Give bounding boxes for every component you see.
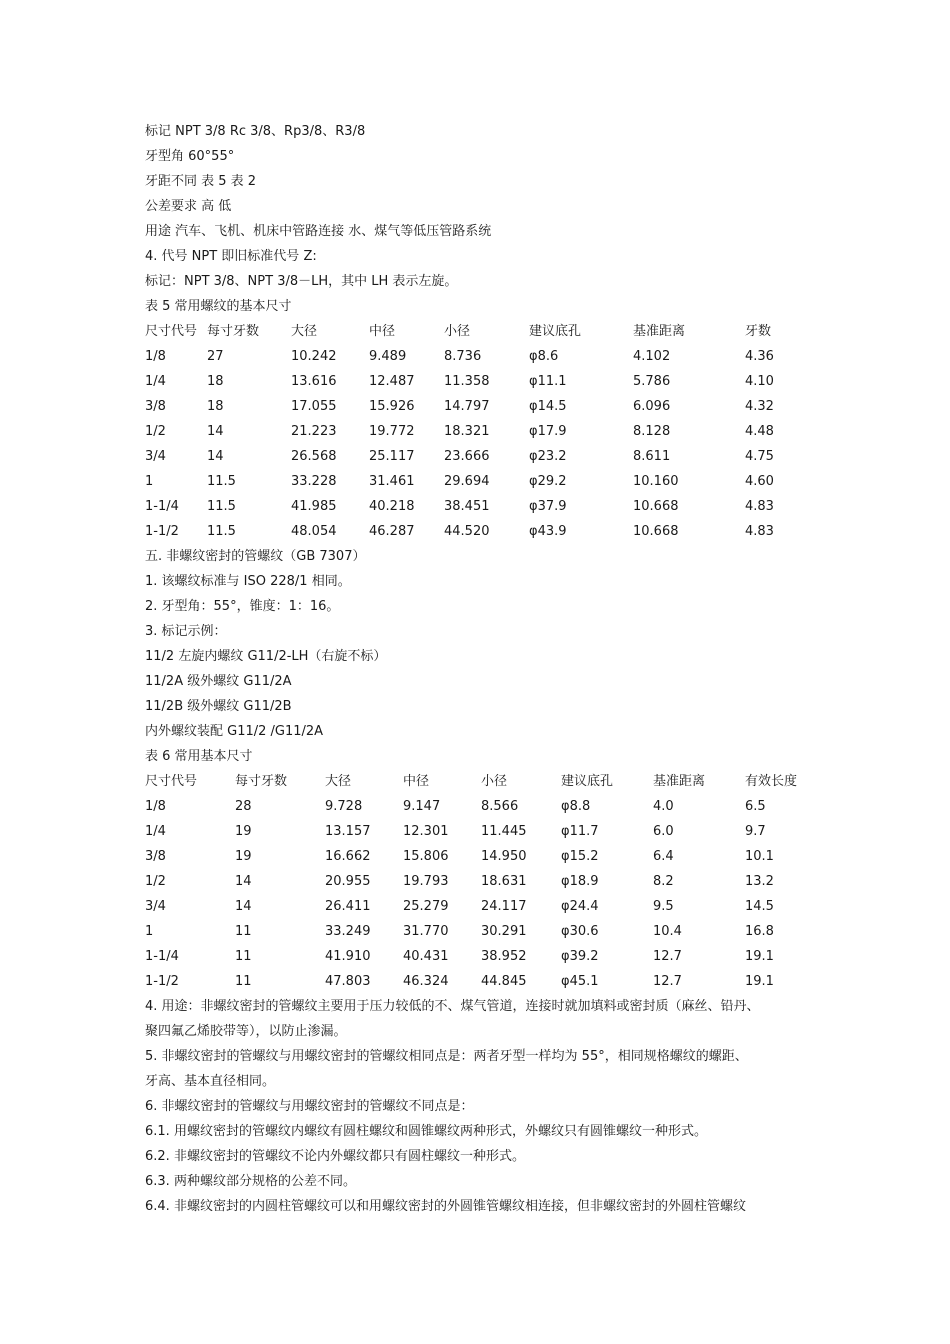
table-cell: φ39.2 xyxy=(561,949,599,964)
table-cell: 16.8 xyxy=(745,924,774,939)
table-cell: 29.694 xyxy=(444,474,490,489)
table-cell: 5.786 xyxy=(633,374,671,389)
text-line: 3. 标记示例： xyxy=(145,624,227,639)
table-row xyxy=(145,394,825,419)
text-line: 11/2B 级外螺纹 G11/2B xyxy=(145,699,292,714)
text-line: 内外螺纹装配 G11/2 /G11/2A xyxy=(145,724,324,739)
table-cell: 10.1 xyxy=(745,849,774,864)
table-cell: 33.249 xyxy=(325,924,371,939)
table-cell: 4.0 xyxy=(653,799,674,814)
table-cell: 25.279 xyxy=(403,899,449,914)
table-cell: φ29.2 xyxy=(529,474,567,489)
table-cell: φ8.6 xyxy=(529,349,559,364)
table-header-cell: 尺寸代号 xyxy=(145,774,198,789)
table-header-cell: 小径 xyxy=(481,774,508,789)
text-line: 6.2. 非螺纹密封的管螺纹不论内外螺纹都只有圆柱螺纹一种形式。 xyxy=(145,1149,525,1164)
table-cell: 40.431 xyxy=(403,949,449,964)
table-cell: 23.666 xyxy=(444,449,490,464)
table-cell: 6.096 xyxy=(633,399,671,414)
closing-section xyxy=(145,994,825,1219)
text-line: 1. 该螺纹标准与 ISO 228/1 相同。 xyxy=(145,574,351,589)
table-cell: 46.287 xyxy=(369,524,415,539)
table-cell: 28 xyxy=(235,799,252,814)
table-cell: 1/8 xyxy=(145,349,166,364)
table-cell: φ11.1 xyxy=(529,374,567,389)
table-cell: 15.806 xyxy=(403,849,449,864)
table-cell: 4.32 xyxy=(745,399,774,414)
table-cell: 11 xyxy=(235,974,252,989)
table-header-row xyxy=(145,319,825,344)
table-cell: 12.7 xyxy=(653,949,682,964)
text-line: 6.4. 非螺纹密封的内圆柱管螺纹可以和用螺纹密封的外圆锥管螺纹相连接，但非螺纹密封的外圆柱管螺纹 xyxy=(145,1199,746,1214)
table-cell: φ30.6 xyxy=(561,924,599,939)
table-row xyxy=(145,869,825,894)
table-cell: 30.291 xyxy=(481,924,527,939)
table-cell: 24.117 xyxy=(481,899,527,914)
table-cell: φ14.5 xyxy=(529,399,567,414)
table-row xyxy=(145,969,825,994)
text-line: 标记 NPT 3/8 Rc 3/8、Rp3/8、R3/8 xyxy=(145,124,366,139)
table-cell: 9.7 xyxy=(745,824,766,839)
table-cell: 19 xyxy=(235,824,252,839)
table-header-cell: 有效长度 xyxy=(745,774,798,789)
table-cell: 33.228 xyxy=(291,474,337,489)
table-cell: 8.128 xyxy=(633,424,671,439)
table-cell: 1/8 xyxy=(145,799,166,814)
table-row xyxy=(145,419,825,444)
table-cell: 4.10 xyxy=(745,374,774,389)
table-header-cell: 大径 xyxy=(291,324,318,339)
table-cell: 41.985 xyxy=(291,499,337,514)
text-line: 11/2 左旋内螺纹 G11/2-LH（右旋不标） xyxy=(145,649,387,664)
table-cell: φ8.8 xyxy=(561,799,591,814)
table-cell: 26.568 xyxy=(291,449,337,464)
text-line: 6. 非螺纹密封的管螺纹与用螺纹密封的管螺纹不同点是： xyxy=(145,1099,474,1114)
table-row xyxy=(145,844,825,869)
table-cell: 18 xyxy=(207,399,224,414)
table-cell: 19.793 xyxy=(403,874,449,889)
table-cell: 44.520 xyxy=(444,524,490,539)
table-cell: 47.803 xyxy=(325,974,371,989)
text-line: 聚四氟乙烯胶带等），以防止渗漏。 xyxy=(145,1024,347,1039)
table-cell: 14 xyxy=(235,899,252,914)
table-cell: 11 xyxy=(235,924,252,939)
table-cell: 10.242 xyxy=(291,349,337,364)
section-5 xyxy=(145,544,825,769)
table-cell: 19.1 xyxy=(745,949,774,964)
table-cell: 40.218 xyxy=(369,499,415,514)
table-cell: 25.117 xyxy=(369,449,415,464)
table-6 xyxy=(145,769,825,994)
table-cell: 1/4 xyxy=(145,374,166,389)
table-cell: 11.358 xyxy=(444,374,490,389)
text-line: 公差要求 高 低 xyxy=(145,199,232,214)
table-header-cell: 小径 xyxy=(444,324,471,339)
table-cell: 14.950 xyxy=(481,849,527,864)
table-cell: 44.845 xyxy=(481,974,527,989)
table-cell: 13.616 xyxy=(291,374,337,389)
text-line: 2. 牙型角：55°，锥度：1：16。 xyxy=(145,599,340,614)
table-cell: φ45.1 xyxy=(561,974,599,989)
table-cell: φ17.9 xyxy=(529,424,567,439)
table-row xyxy=(145,894,825,919)
table-cell: 4.83 xyxy=(745,524,774,539)
text-line: 用途 汽车、飞机、机床中管路连接 水、煤气等低压管路系统 xyxy=(145,224,492,239)
table-row xyxy=(145,819,825,844)
table-caption: 表 5 常用螺纹的基本尺寸 xyxy=(145,299,292,314)
table-row xyxy=(145,519,825,544)
table-cell: φ24.4 xyxy=(561,899,599,914)
table-cell: 27 xyxy=(207,349,224,364)
table-row xyxy=(145,344,825,369)
table-cell: 8.2 xyxy=(653,874,674,889)
table-row xyxy=(145,444,825,469)
table-cell: 10.4 xyxy=(653,924,682,939)
table-cell: 4.83 xyxy=(745,499,774,514)
table-header-cell: 每寸牙数 xyxy=(235,774,288,789)
table-cell: 9.147 xyxy=(403,799,441,814)
table-header-cell: 每寸牙数 xyxy=(207,324,260,339)
text-line: 标记：NPT 3/8、NPT 3/8－LH，其中 LH 表示左旋。 xyxy=(145,274,458,289)
table-cell: 20.955 xyxy=(325,874,371,889)
table-cell: 10.668 xyxy=(633,499,679,514)
table-cell: 1-1/2 xyxy=(145,524,179,539)
table-cell: 18.631 xyxy=(481,874,527,889)
table-cell: 1-1/4 xyxy=(145,949,179,964)
table-cell: 31.770 xyxy=(403,924,449,939)
table-cell: 12.487 xyxy=(369,374,415,389)
document-content xyxy=(145,119,825,1219)
table-cell: 11 xyxy=(235,949,252,964)
table-cell: 1-1/2 xyxy=(145,974,179,989)
table-cell: 1-1/4 xyxy=(145,499,179,514)
table-cell: 38.952 xyxy=(481,949,527,964)
table-cell: 6.5 xyxy=(745,799,766,814)
table-cell: 16.662 xyxy=(325,849,371,864)
table-cell: 1 xyxy=(145,924,154,939)
table-cell: 13.2 xyxy=(745,874,774,889)
text-line: 牙型角 60°55° xyxy=(145,149,235,164)
table-cell: φ23.2 xyxy=(529,449,567,464)
table-cell: 26.411 xyxy=(325,899,371,914)
table-cell: 1/4 xyxy=(145,824,166,839)
text-line: 4. 代号 NPT 即旧标准代号 Z: xyxy=(145,249,317,264)
table-cell: 8.566 xyxy=(481,799,519,814)
table-cell: 9.489 xyxy=(369,349,407,364)
table-cell: 4.48 xyxy=(745,424,774,439)
table-cell: 4.60 xyxy=(745,474,774,489)
table-cell: 9.5 xyxy=(653,899,674,914)
table-cell: 14 xyxy=(235,874,252,889)
table-cell: 10.160 xyxy=(633,474,679,489)
table-header-cell: 牙数 xyxy=(745,324,772,339)
table-cell: 8.611 xyxy=(633,449,671,464)
table-row xyxy=(145,369,825,394)
text-line: 牙距不同 表 5 表 2 xyxy=(145,174,257,189)
table-header-cell: 大径 xyxy=(325,774,352,789)
table-row xyxy=(145,469,825,494)
table-cell: 6.0 xyxy=(653,824,674,839)
table-cell: 8.736 xyxy=(444,349,482,364)
table-header-row xyxy=(145,769,825,794)
table-row xyxy=(145,944,825,969)
table-cell: 14 xyxy=(207,449,224,464)
table-cell: 14.797 xyxy=(444,399,490,414)
table-cell: 48.054 xyxy=(291,524,337,539)
table-header-cell: 中径 xyxy=(403,774,430,789)
table-cell: 11.5 xyxy=(207,499,236,514)
table-header-cell: 建议底孔 xyxy=(529,324,582,339)
table-cell: 21.223 xyxy=(291,424,337,439)
table-cell: φ43.9 xyxy=(529,524,567,539)
table-cell: 14.5 xyxy=(745,899,774,914)
table-cell: 38.451 xyxy=(444,499,490,514)
table-cell: 10.668 xyxy=(633,524,679,539)
table-cell: 19.1 xyxy=(745,974,774,989)
table-cell: 46.324 xyxy=(403,974,449,989)
section-heading: 五. 非螺纹密封的管螺纹（GB 7307） xyxy=(145,549,366,564)
table-5 xyxy=(145,319,825,544)
table-row xyxy=(145,794,825,819)
table-cell: 18 xyxy=(207,374,224,389)
table-cell: 3/8 xyxy=(145,849,166,864)
table-cell: φ11.7 xyxy=(561,824,599,839)
table-cell: 4.75 xyxy=(745,449,774,464)
table-cell: 9.728 xyxy=(325,799,363,814)
text-line: 4. 用途：非螺纹密封的管螺纹主要用于压力较低的不、煤气管道，连接时就加填料或密封质（麻丝、铅丹、 xyxy=(145,999,760,1014)
table-cell: 13.157 xyxy=(325,824,371,839)
table-cell: 11.445 xyxy=(481,824,527,839)
table-cell: 1 xyxy=(145,474,154,489)
intro-section xyxy=(145,119,825,319)
table-cell: 41.910 xyxy=(325,949,371,964)
table-cell: 3/8 xyxy=(145,399,166,414)
table-caption: 表 6 常用基本尺寸 xyxy=(145,749,253,764)
text-line: 牙高、基本直径相同。 xyxy=(145,1074,276,1089)
table-cell: 12.301 xyxy=(403,824,449,839)
text-line: 5. 非螺纹密封的管螺纹与用螺纹密封的管螺纹相同点是：两者牙型一样均为 55°，相同规格螺纹的螺距、 xyxy=(145,1049,748,1064)
table-cell: 4.36 xyxy=(745,349,774,364)
table-cell: 18.321 xyxy=(444,424,490,439)
text-line: 11/2A 级外螺纹 G11/2A xyxy=(145,674,292,689)
table-cell: 4.102 xyxy=(633,349,671,364)
table-cell: 1/2 xyxy=(145,424,166,439)
table-cell: 31.461 xyxy=(369,474,415,489)
table-cell: φ15.2 xyxy=(561,849,599,864)
table-cell: 11.5 xyxy=(207,474,236,489)
table-cell: 17.055 xyxy=(291,399,337,414)
text-line: 6.3. 两种螺纹部分规格的公差不同。 xyxy=(145,1174,356,1189)
table-cell: 11.5 xyxy=(207,524,236,539)
table-cell: 19 xyxy=(235,849,252,864)
table-row xyxy=(145,494,825,519)
table-cell: 19.772 xyxy=(369,424,415,439)
table-row xyxy=(145,919,825,944)
table-cell: 15.926 xyxy=(369,399,415,414)
table-header-cell: 中径 xyxy=(369,324,396,339)
table-header-cell: 基准距离 xyxy=(653,774,706,789)
table-header-cell: 尺寸代号 xyxy=(145,324,198,339)
table-cell: φ18.9 xyxy=(561,874,599,889)
table-cell: 3/4 xyxy=(145,899,166,914)
text-line: 6.1. 用螺纹密封的管螺纹内螺纹有圆柱螺纹和圆锥螺纹两种形式，外螺纹只有圆锥螺纹一种形式。 xyxy=(145,1124,707,1139)
table-cell: 1/2 xyxy=(145,874,166,889)
table-header-cell: 基准距离 xyxy=(633,324,686,339)
table-header-cell: 建议底孔 xyxy=(561,774,614,789)
table-cell: φ37.9 xyxy=(529,499,567,514)
table-cell: 3/4 xyxy=(145,449,166,464)
table-cell: 14 xyxy=(207,424,224,439)
table-cell: 12.7 xyxy=(653,974,682,989)
table-cell: 6.4 xyxy=(653,849,674,864)
